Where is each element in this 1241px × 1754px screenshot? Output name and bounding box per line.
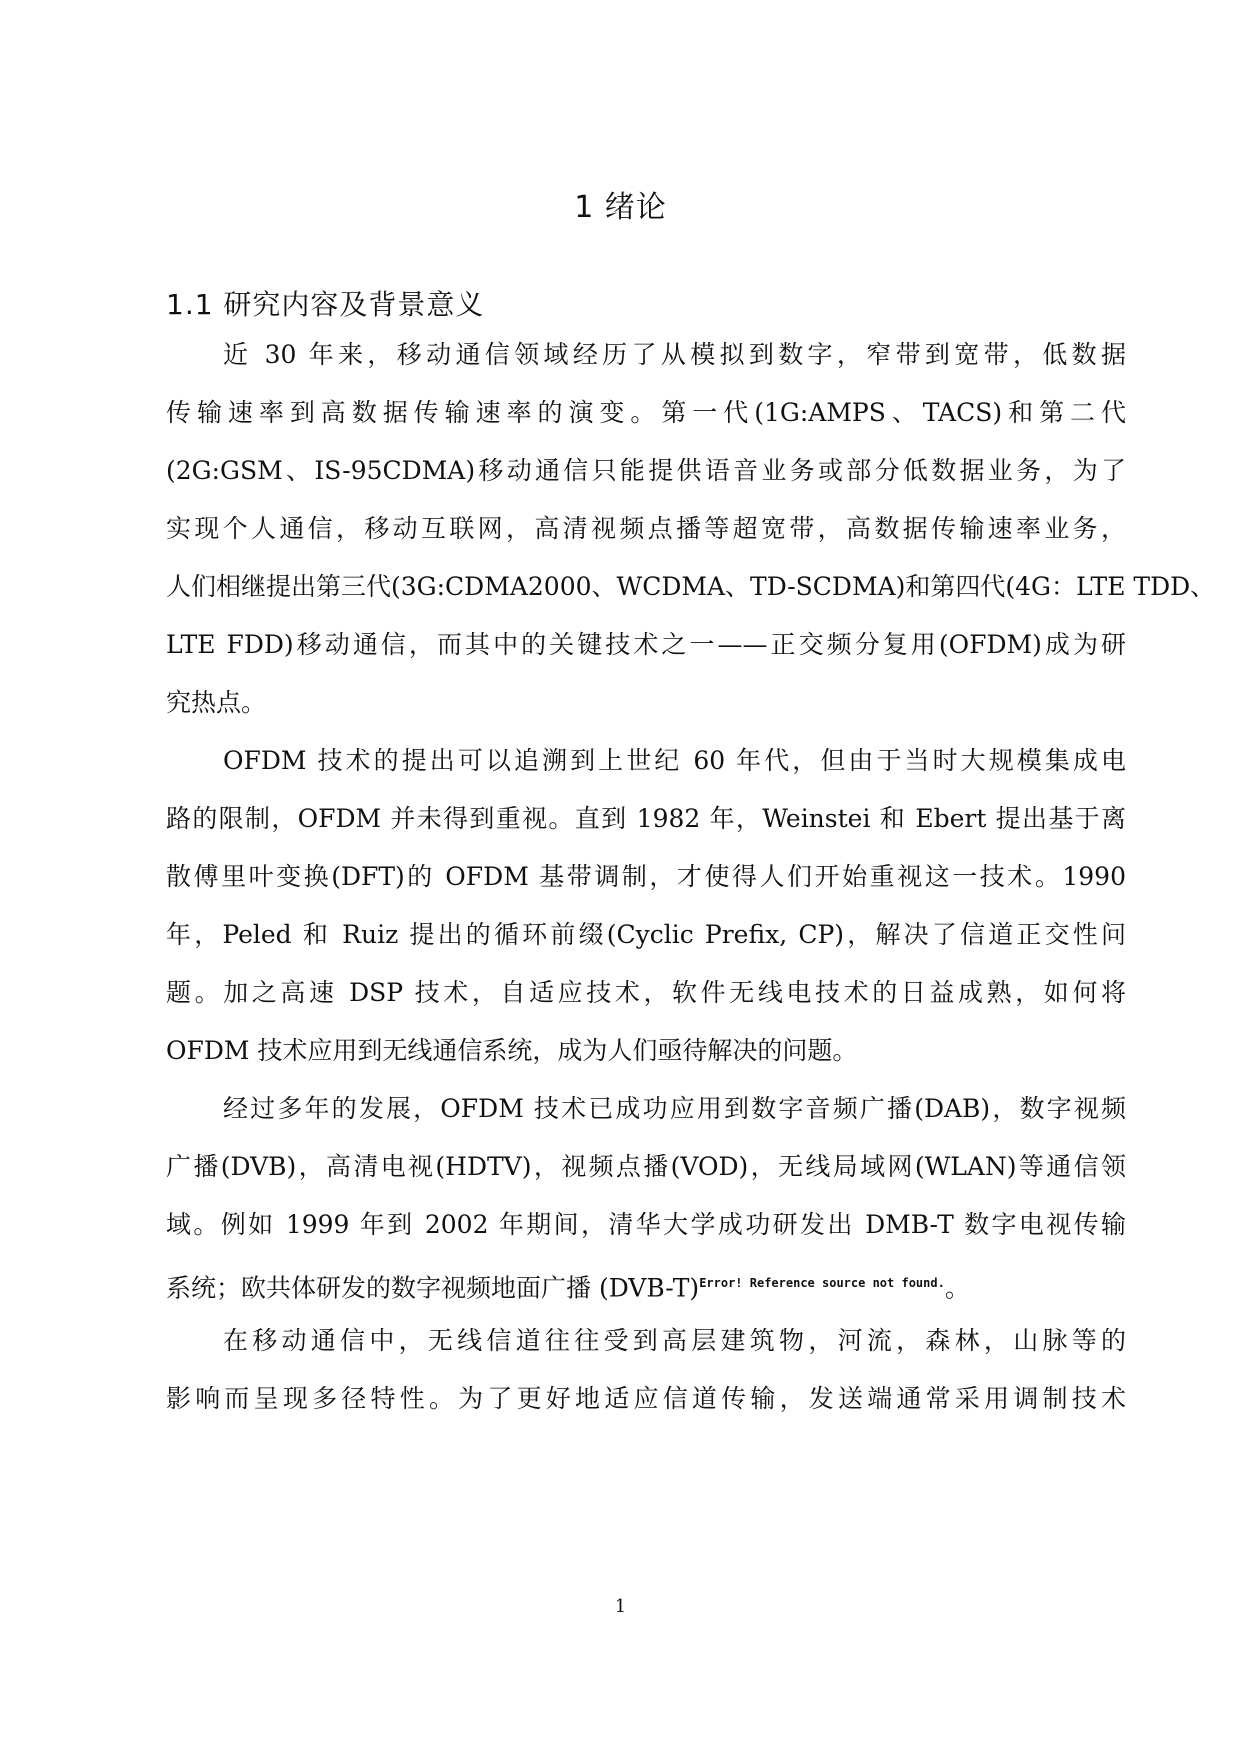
page-number: 1	[614, 1596, 627, 1617]
paragraph-1-line-7: 究热点。	[166, 688, 267, 717]
section-title: 1.1 研究内容及背景意义	[166, 288, 485, 321]
paragraph-4-line-1: 在移动通信中，无线信道往往受到高层建筑物，河流，森林，山脉等的	[223, 1326, 1126, 1355]
paragraph-1-line-2: 传输速率到高数据传输速率的演变。第一代(1G:AMPS、TACS)和第二代	[166, 398, 1126, 427]
paragraph-2-line-1: OFDM 技术的提出可以追溯到上世纪 60 年代，但由于当时大规模集成电	[223, 746, 1126, 775]
paragraph-1-line-6: LTE FDD)移动通信，而其中的关键技术之一——正交频分复用(OFDM)成为研	[166, 630, 1126, 659]
paragraph-3-last-text: 系统；欧共体研发的数字视频地面广播 (DVB-T)	[166, 1273, 700, 1303]
paragraph-4-line-2: 影响而呈现多径特性。为了更好地适应信道传输，发送端通常采用调制技术	[166, 1384, 1126, 1413]
paragraph-2-line-4: 年，Peled 和 Ruiz 提出的循环前缀(Cyclic Prefix, CP)，解决了信道正交性问	[166, 920, 1126, 949]
paragraph-2-line-5: 题。加之高速 DSP 技术，自适应技术，软件无线电技术的日益成熟，如何将	[166, 978, 1126, 1007]
paragraph-1-line-5: 人们相继提出第三代(3G:CDMA2000、WCDMA、TD-SCDMA)和第四代(4G：LTE TDD、	[166, 572, 1216, 601]
paragraph-1-line-3: (2G:GSM、IS-95CDMA)移动通信只能提供语音业务或部分低数据业务，为了	[166, 456, 1126, 485]
reference-error-text: Error! Reference source not found.	[699, 1276, 945, 1290]
paragraph-3-line-3: 域。例如 1999 年到 2002 年期间，清华大学成功研发出 DMB-T 数字电视传输	[166, 1210, 1126, 1239]
paragraph-2-line-3: 散傅里叶变换(DFT)的 OFDM 基带调制，才使得人们开始重视这一技术。1990	[166, 862, 1126, 891]
paragraph-3-line-1: 经过多年的发展，OFDM 技术已成功应用到数字音频广播(DAB)，数字视频	[223, 1094, 1126, 1123]
paragraph-3-end-punctuation: 。	[944, 1273, 970, 1303]
paragraph-3-line-2: 广播(DVB)，高清电视(HDTV)，视频点播(VOD)，无线局域网(WLAN)等通信领	[166, 1152, 1126, 1181]
paragraph-1-line-1: 近 30 年来，移动通信领域经历了从模拟到数字，窄带到宽带，低数据	[223, 340, 1126, 369]
paragraph-2-line-2: 路的限制，OFDM 并未得到重视。直到 1982 年，Weinstei 和 Ebert 提出基于离	[166, 804, 1126, 833]
paragraph-3-line-4	[166, 1265, 1126, 1301]
paragraph-1-line-4: 实现个人通信，移动互联网，高清视频点播等超宽带，高数据传输速率业务，	[166, 514, 1126, 543]
paragraph-2-line-6: OFDM 技术应用到无线通信系统，成为人们亟待解决的问题。	[166, 1036, 858, 1065]
chapter-title: 1 绪论	[574, 190, 667, 225]
